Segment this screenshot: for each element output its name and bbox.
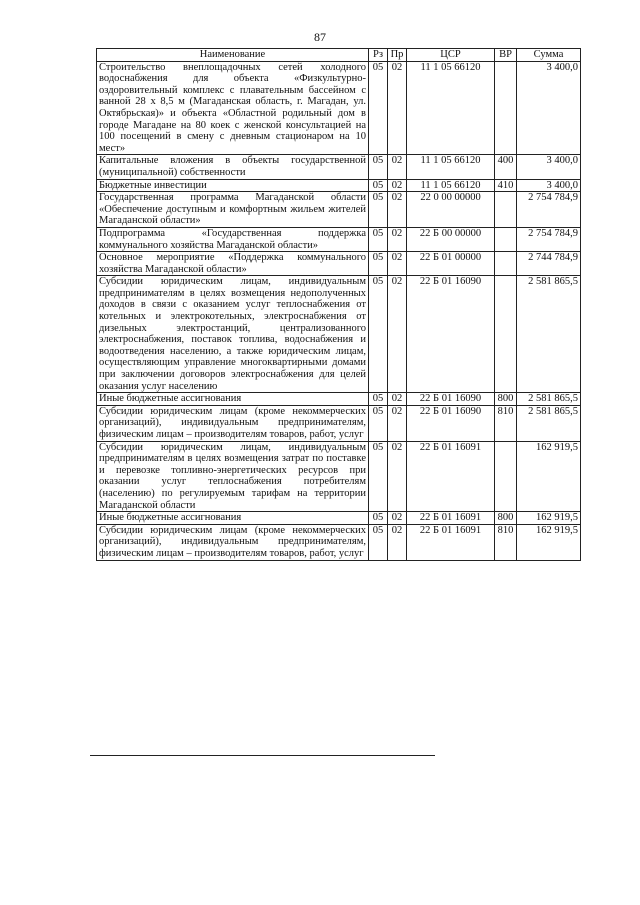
- cell-csr: 22 Б 01 16090: [407, 393, 495, 406]
- cell-vr: [495, 276, 517, 393]
- table-row: [97, 192, 581, 228]
- cell-name: Подпрограмма «Государственная поддержка коммунального хозяйства Магаданской области»: [97, 227, 369, 251]
- cell-sum: 3 400,0: [517, 61, 581, 155]
- cell-sum: 2 581 865,5: [517, 405, 581, 441]
- cell-csr: 22 Б 01 16090: [407, 405, 495, 441]
- cell-rz: 05: [369, 441, 388, 512]
- cell-vr: [495, 227, 517, 251]
- cell-vr: 800: [495, 512, 517, 525]
- cell-pr: 02: [388, 524, 407, 560]
- budget-table: [96, 48, 581, 561]
- header-rz: Рз: [369, 49, 388, 62]
- table-row: [97, 393, 581, 406]
- cell-csr: 11 1 05 66120: [407, 179, 495, 192]
- cell-vr: 810: [495, 405, 517, 441]
- table-row: [97, 155, 581, 179]
- cell-rz: 05: [369, 61, 388, 155]
- header-name: Наименование: [97, 49, 369, 62]
- cell-sum: 3 400,0: [517, 155, 581, 179]
- cell-rz: 05: [369, 155, 388, 179]
- cell-pr: 02: [388, 441, 407, 512]
- cell-pr: 02: [388, 276, 407, 393]
- cell-vr: 800: [495, 393, 517, 406]
- table-row: [97, 405, 581, 441]
- cell-csr: 11 1 05 66120: [407, 155, 495, 179]
- cell-rz: 05: [369, 276, 388, 393]
- table-row: [97, 524, 581, 560]
- cell-sum: 2 581 865,5: [517, 393, 581, 406]
- cell-pr: 02: [388, 252, 407, 276]
- cell-vr: [495, 192, 517, 228]
- table-row: [97, 276, 581, 393]
- cell-sum: 162 919,5: [517, 512, 581, 525]
- cell-name: Субсидии юридическим лицам (кроме некоммерческих организаций), индивидуальным предпринимателям, физическим лицам – производителям товаров, работ, услуг: [97, 524, 369, 560]
- cell-rz: 05: [369, 393, 388, 406]
- cell-csr: 22 0 00 00000: [407, 192, 495, 228]
- cell-sum: 3 400,0: [517, 179, 581, 192]
- cell-sum: 2 754 784,9: [517, 192, 581, 228]
- header-vr: ВР: [495, 49, 517, 62]
- cell-sum: 2 581 865,5: [517, 276, 581, 393]
- table-row: [97, 441, 581, 512]
- cell-rz: 05: [369, 227, 388, 251]
- cell-vr: 410: [495, 179, 517, 192]
- cell-rz: 05: [369, 179, 388, 192]
- table-row: [97, 512, 581, 525]
- table-row: [97, 227, 581, 251]
- cell-name: Основное мероприятие «Поддержка коммунального хозяйства Магаданской области»: [97, 252, 369, 276]
- cell-name: Субсидии юридическим лицам (кроме некоммерческих организаций), индивидуальным предпринимателям, физическим лицам – производителям товаров, работ, услуг: [97, 405, 369, 441]
- cell-pr: 02: [388, 227, 407, 251]
- header-csr: ЦСР: [407, 49, 495, 62]
- cell-name: Государственная программа Магаданской области «Обеспечение доступным и комфортным жильем жителей Магаданской области»: [97, 192, 369, 228]
- cell-pr: 02: [388, 512, 407, 525]
- cell-name: Строительство внеплощадочных сетей холодного водоснабжения для объекта «Физкультурно-оздоровительный комплекс с плавательным бассейном с ванной 28 х 8,5 м (Магаданская область, г. Магадан, ул. Октябрьская)» и объекта «Областной родильный дом в городе Магадане на 80 коек с женской консультацией на 100 посещений в смену с дневным стационаром на 10 мест»: [97, 61, 369, 155]
- cell-name: Субсидии юридическим лицам, индивидуальным предпринимателям в целях возмещения затрат по поставке и перевозке топливно-энергетических ресурсов при оказании услуг теплоснабжения потребителям (населению) по регулируемым тарифам на территории Магаданской области: [97, 441, 369, 512]
- cell-csr: 22 Б 01 16091: [407, 512, 495, 525]
- cell-vr: [495, 441, 517, 512]
- table-row: [97, 179, 581, 192]
- cell-sum: 2 744 784,9: [517, 252, 581, 276]
- cell-csr: 22 Б 01 16091: [407, 441, 495, 512]
- cell-csr: 22 Б 01 00000: [407, 252, 495, 276]
- cell-sum: 162 919,5: [517, 524, 581, 560]
- cell-csr: 22 Б 00 00000: [407, 227, 495, 251]
- cell-name: Капитальные вложения в объекты государственной (муниципальной) собственности: [97, 155, 369, 179]
- cell-rz: 05: [369, 252, 388, 276]
- cell-name: Бюджетные инвестиции: [97, 179, 369, 192]
- cell-csr: 22 Б 01 16090: [407, 276, 495, 393]
- page-number: 87: [314, 30, 326, 44]
- cell-rz: 05: [369, 512, 388, 525]
- cell-vr: 810: [495, 524, 517, 560]
- cell-pr: 02: [388, 179, 407, 192]
- cell-csr: 11 1 05 66120: [407, 61, 495, 155]
- cell-vr: 400: [495, 155, 517, 179]
- header-row: [97, 49, 581, 62]
- cell-name: Субсидии юридическим лицам, индивидуальным предпринимателям в целях возмещения недополученных доходов в связи с оказанием услуг теплоснабжения от котельных и электрокотельных, электроснабжения от дизельных электростанций, централизованного электроснабжения, поставок топлива, водоснабжения и водоотведения населению, а также юридическим лицам, осуществляющим управление многоквартирными домами при заключении договоров электроснабжения для целей оказания услуг населению: [97, 276, 369, 393]
- cell-vr: [495, 252, 517, 276]
- cell-pr: 02: [388, 61, 407, 155]
- cell-name: Иные бюджетные ассигнования: [97, 393, 369, 406]
- cell-sum: 2 754 784,9: [517, 227, 581, 251]
- table-row: [97, 252, 581, 276]
- cell-pr: 02: [388, 393, 407, 406]
- header-sum: Сумма: [517, 49, 581, 62]
- table-body: [97, 61, 581, 560]
- footnote-divider: [90, 755, 435, 756]
- table-row: [97, 61, 581, 155]
- cell-sum: 162 919,5: [517, 441, 581, 512]
- cell-pr: 02: [388, 192, 407, 228]
- cell-rz: 05: [369, 192, 388, 228]
- cell-rz: 05: [369, 405, 388, 441]
- cell-pr: 02: [388, 155, 407, 179]
- cell-name: Иные бюджетные ассигнования: [97, 512, 369, 525]
- cell-vr: [495, 61, 517, 155]
- header-pr: Пр: [388, 49, 407, 62]
- cell-rz: 05: [369, 524, 388, 560]
- cell-csr: 22 Б 01 16091: [407, 524, 495, 560]
- cell-pr: 02: [388, 405, 407, 441]
